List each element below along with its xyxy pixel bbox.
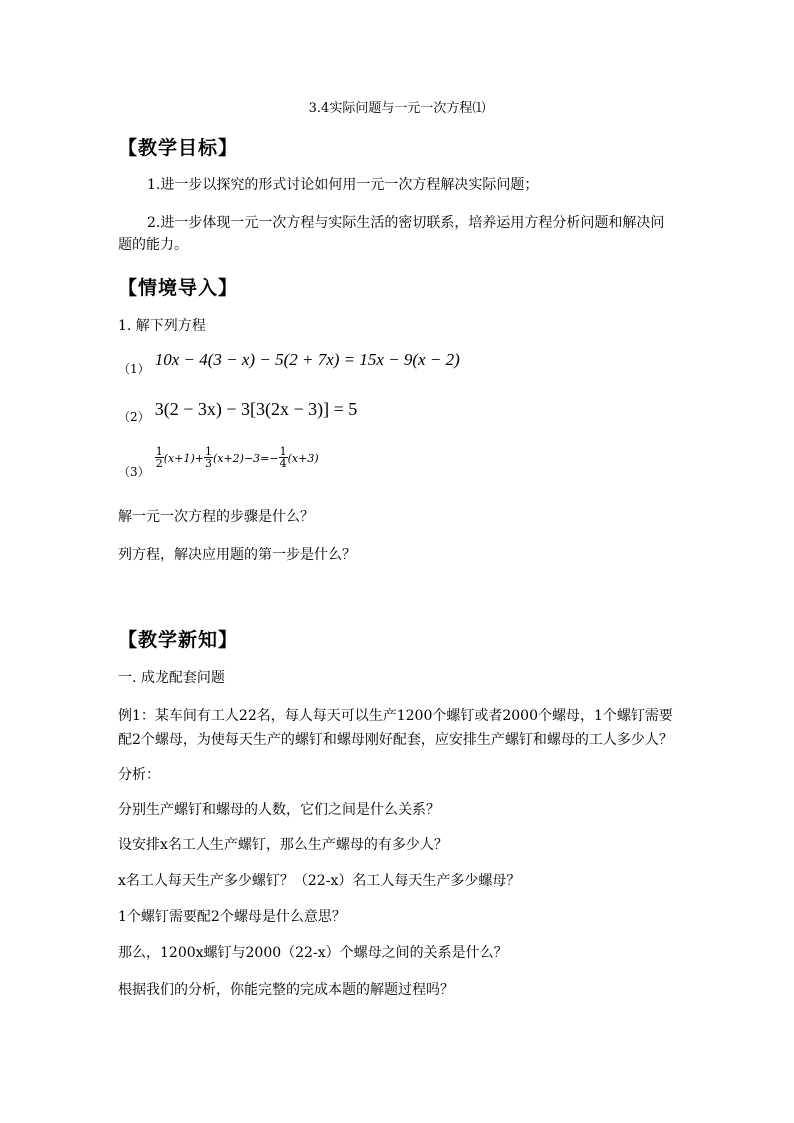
fraction: $\frac{1}{3}$: [204, 445, 212, 470]
analysis-line: 根据我们的分析，你能完整的完成本题的解题过程吗？: [118, 982, 454, 998]
equation-expression: 10x − 4(3 − x) − 5(2 + 7x) = 15x − 9(x − 2): [154, 350, 460, 369]
heading-new-knowledge: 【教学新知】: [118, 629, 239, 651]
analysis-line: 那么，1200x螺钉与2000（22-x）个螺母之间的关系是什么？: [118, 945, 508, 961]
subheading-matching-problem: 一. 成龙配套问题: [118, 670, 225, 686]
equation-expression: $\frac{1}{2}$ (x+1)+ $\frac{1}{3}$ (x+2)−3=− $\frac{1}{4}$ (x+3): [155, 445, 319, 470]
question-steps: 解一元一次方程的步骤是什么？: [118, 509, 314, 525]
heading-teaching-objectives: 【教学目标】: [118, 137, 239, 159]
equation-1: [118, 350, 460, 378]
objective-item-1: 1.进一步以探究的形式讨论如何用一元一次方程解决实际问题；: [147, 177, 539, 193]
analysis-line: 1个螺钉需要配2个螺母是什么意思？: [118, 909, 346, 925]
equation-expression: 3(2 − 3x) − 3[3(2x − 3)] = 5: [154, 399, 358, 419]
analysis-line: x名工人每天生产多少螺钉？（22-x）名工人每天生产多少螺母？: [118, 873, 521, 889]
equation-number: （2）: [118, 410, 150, 424]
equation-number: （3）: [118, 465, 150, 479]
heading-scenario-intro: 【情境导入】: [118, 277, 239, 299]
equation-2: [118, 399, 358, 426]
fraction: $\frac{1}{2}$: [155, 445, 163, 470]
equation-3: [118, 445, 319, 483]
example-1-text: 例1：某车间有工人22名，每人每天可以生产1200个螺钉或者2000个螺母，1个螺钉需要配2个螺母，为使每天生产的螺钉和螺母刚好配套，应安排生产螺钉和螺母的工人多少人？: [118, 708, 673, 748]
page-title: 3.4实际问题与一元一次方程⑴: [308, 101, 486, 116]
analysis-line: 分别生产螺钉和螺母的人数，它们之间是什么关系？: [118, 802, 440, 818]
objective-item-2: 2.进一步体现一元一次方程与实际生活的密切联系，培养运用方程分析问题和解决问题的能力。: [118, 215, 665, 253]
equation-number: （1）: [118, 362, 150, 376]
analysis-line: 设安排x名工人生产螺钉，那么生产螺母的有多少人？: [118, 837, 448, 853]
analysis-label: 分析：: [118, 767, 160, 783]
solve-prompt: 1. 解下列方程: [118, 318, 206, 334]
question-first-step: 列方程，解决应用题的第一步是什么？: [118, 547, 356, 563]
fraction: $\frac{1}{4}$: [279, 445, 287, 470]
